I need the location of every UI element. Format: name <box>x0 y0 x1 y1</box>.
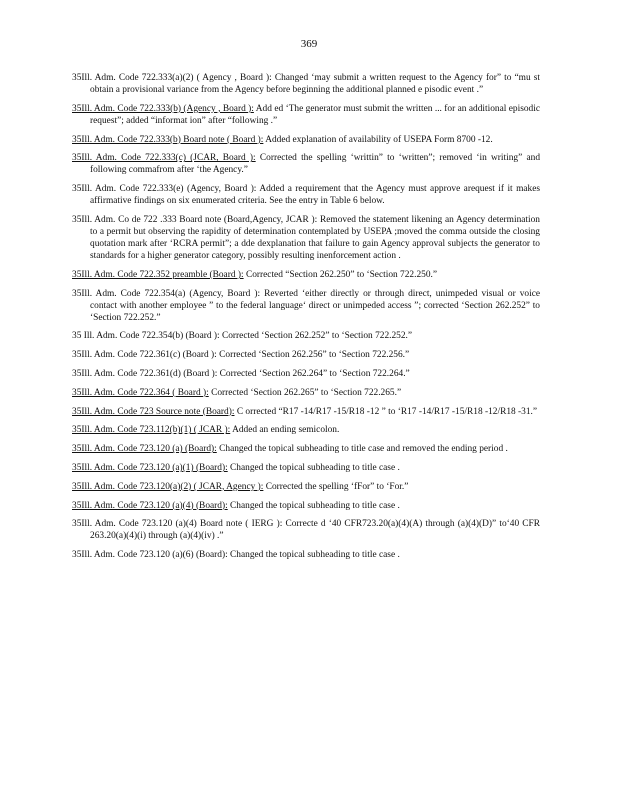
amendment-entry <box>72 406 540 418</box>
entry-description: Corrected ‘Section 262.256” to ‘Section 722.256.” <box>219 350 410 361</box>
entry-citation: 35Ill. Adm. Co de 722 .333 Board note (Board,Agency, JCAR ): <box>72 214 318 225</box>
entry-citation: 35Ill. Adm. Code 722.361(d) (Board ): <box>72 368 218 379</box>
entry-description: Add ed ‘The generator must submit the written ... for an additional episodic request”; added “informat ion” after “following .” <box>90 103 540 126</box>
entry-citation: 35Ill. Adm. Code 722.354(a) (Agency, Board ): <box>72 288 261 299</box>
amendment-entry <box>72 134 540 146</box>
entry-description: Reverted ‘either directly or through direct, unimpeded visual or voice contact with another employee ” to the federal language‘ direct or unimpeded access ”; corrected ‘Section 262.252” to ‘Section 722.252.” <box>90 288 541 323</box>
entry-citation: 35Ill. Adm. Code 723.120 (a)(4) Board note ( IERG ): <box>72 519 283 530</box>
entry-citation: 35Ill. Adm. Code 722.364 ( Board ): <box>72 387 209 398</box>
entry-description: Added a requirement that the Agency must approve arequest if it makes affirmative findings on six enumerated criteria. See the entry in Table 6 below. <box>90 184 541 207</box>
entry-description: Changed the topical subheading to title case . <box>230 500 400 511</box>
amendment-entry <box>72 183 540 207</box>
amendment-entry <box>72 387 540 399</box>
amendment-entry <box>72 152 540 176</box>
entry-description: Corrected ‘Section 262.264” to ‘Section 722.264.” <box>219 368 410 379</box>
entry-description: Added explanation of availability of USEPA Form 8700 -12. <box>265 134 493 145</box>
entry-description: Corrected the spelling ‘writtin” to ‘written”; removed ‘in writing” and following commafrom after ‘the Agency.” <box>90 153 541 176</box>
entry-description: Corrected ‘Section 262.265” to ‘Section 722.265.” <box>211 387 402 398</box>
entry-description: Correcte d ‘40 CFR723.20(a)(4)(A) through (a)(4)(D)” to‘40 CFR 263.20(a)(4)(i) through (a)(4)(iv) .” <box>90 519 541 542</box>
entry-description: Changed the topical subheading to title case . <box>230 550 400 561</box>
amendment-list <box>72 72 540 568</box>
amendment-entry <box>72 518 540 542</box>
entry-description: C orrected “R17 -14/R17 -15/R18 -12 ” to ‘R17 -14/R17 -15/R18 -12/R18 -31.” <box>236 406 538 417</box>
entry-citation: 35Ill. Adm. Code 723.112(b)(1) ( JCAR ): <box>72 425 231 436</box>
entry-citation: 35 Ill. Adm. Code 722.354(b) (Board ): <box>72 331 220 342</box>
entry-description: Changed the topical subheading to title case . <box>230 462 400 473</box>
entry-description: Corrected “Section 262.250” to ‘Section 722.250.” <box>245 269 438 280</box>
entry-description: Added an ending semicolon. <box>232 425 340 436</box>
entry-description: Corrected the spelling ‘fFor” to ‘For.” <box>265 481 409 492</box>
entry-citation: 35Ill. Adm. Code 723.120 (a)(1) (Board): <box>72 462 228 473</box>
amendment-entry <box>72 500 540 512</box>
entry-citation: 35Ill. Adm. Code 722.333(b) Board note ( Board ): <box>72 134 264 145</box>
entry-description: Changed ‘may submit a written request to the Agency for” to “mu st obtain a provisional variance from the Agency before beginning the additional planned e pisodic event .” <box>90 73 540 95</box>
entry-citation: 35Ill. Adm. Code 723.120 (a) (Board): <box>72 444 217 455</box>
amendment-entry <box>72 481 540 493</box>
entry-citation: 35Ill. Adm. Code 722.333(e) (Agency, Board ): <box>72 184 257 195</box>
page-number: 369 <box>300 38 318 50</box>
amendment-entry <box>72 72 540 96</box>
entry-citation: 35Ill. Adm. Code 723.120 (a)(4) (Board): <box>72 500 228 511</box>
amendment-entry <box>72 368 540 380</box>
amendment-entry <box>72 462 540 474</box>
amendment-entry <box>72 349 540 361</box>
entry-citation: 35Ill. Adm. Code 723.120(a)(2) ( JCAR, Agency ): <box>72 481 264 492</box>
entry-citation: 35Ill. Adm. Code 722.361(c) (Board ): <box>72 350 217 361</box>
entry-description: Corrected ‘Section 262.252” to ‘Section 722.252.” <box>221 331 413 342</box>
amendment-entry <box>72 549 540 561</box>
amendment-entry <box>72 214 540 262</box>
entry-citation: 35Ill. Adm. Code 722.333(a)(2) ( Agency , Board ): <box>72 73 272 83</box>
amendment-entry <box>72 330 540 342</box>
entry-citation: 35Ill. Adm. Code 723 Source note (Board): <box>72 406 235 417</box>
entry-citation: 35Ill. Adm. Code 722.333(b) (Agency , Board ): <box>72 103 254 114</box>
amendment-entry <box>72 103 540 127</box>
amendment-entry <box>72 443 540 455</box>
entry-citation: 35Ill. Adm. Code 722.352 preamble (Board ): <box>72 269 244 280</box>
amendment-entry <box>72 269 540 281</box>
entry-citation: 35Ill. Adm. Code 723.120 (a)(6) (Board): <box>72 550 228 561</box>
amendment-entry <box>72 424 540 436</box>
entry-description: Removed the statement likening an Agency determination to a permit but observing the rapidity of determination contemplated by USEPA ;moved the comma outside the closing quotation mark after ‘RCRA permit”; a dde dexplanation that failure to gain Agency approval subjects the generator to standards for a higher generator category, possibly resulting inenforcement action . <box>90 214 540 261</box>
entry-description: Changed the topical subheading to title case and removed the ending period . <box>219 444 508 455</box>
entry-citation: 35Ill. Adm. Code 722.333(c) (JCAR, Board ): <box>72 153 256 164</box>
amendment-entry <box>72 288 540 324</box>
